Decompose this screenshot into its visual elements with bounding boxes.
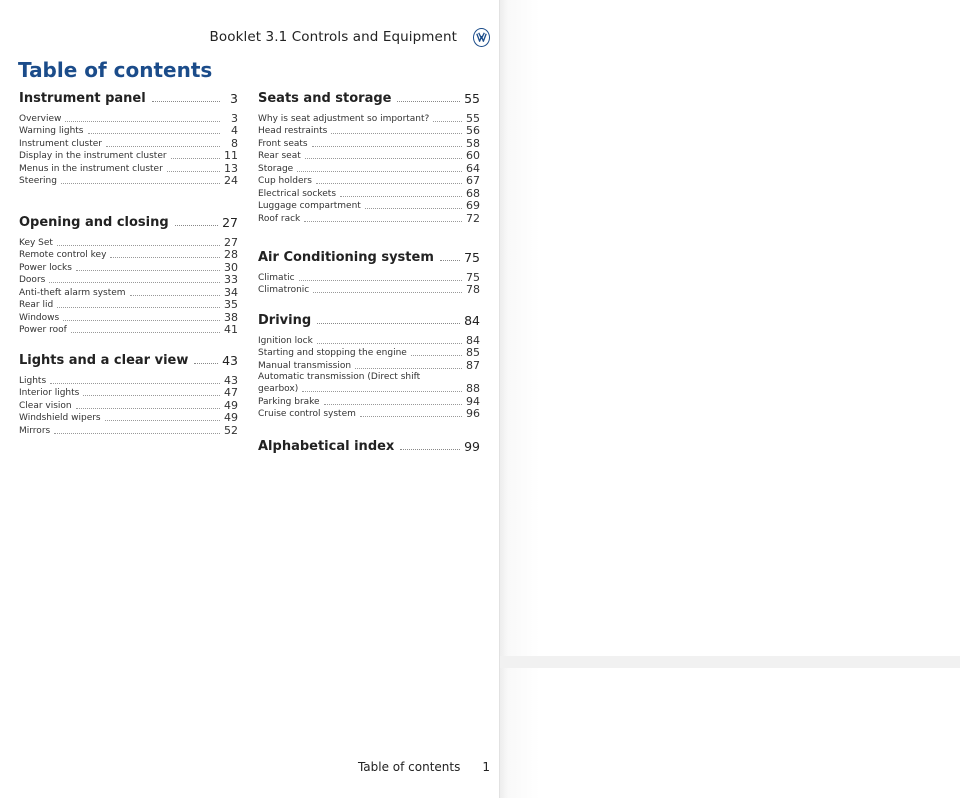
- entry-label: Warning lights: [19, 126, 84, 136]
- toc-entry[interactable]: [258, 136, 480, 149]
- toc-entry[interactable]: [19, 111, 238, 124]
- entry-page: 94: [466, 394, 480, 408]
- toc-section[interactable]: [258, 436, 480, 454]
- toc-entry[interactable]: [19, 411, 238, 424]
- booklet-header: [209, 27, 490, 47]
- section-page: 27: [222, 215, 238, 230]
- dot-leader: [299, 280, 462, 281]
- toc-entry[interactable]: [258, 111, 480, 124]
- dot-leader: [440, 260, 460, 261]
- entry-label: Remote control key: [19, 250, 107, 260]
- scan-strip: [500, 656, 960, 668]
- dot-leader: [65, 121, 220, 122]
- section-heading[interactable]: [19, 212, 238, 230]
- dot-leader: [305, 158, 462, 159]
- section-page: 84: [464, 313, 480, 328]
- entry-label: gearbox): [258, 384, 299, 394]
- toc-entry[interactable]: [258, 174, 480, 187]
- toc-entry-wrap[interactable]: [258, 371, 480, 382]
- entry-label: Interior lights: [19, 388, 80, 398]
- vw-logo-icon: [473, 28, 490, 47]
- toc-entry[interactable]: [258, 270, 480, 283]
- entry-label: Doors: [19, 275, 46, 285]
- dot-leader: [88, 133, 221, 134]
- toc-section[interactable]: [19, 88, 238, 186]
- dot-leader: [50, 383, 220, 384]
- section-entries: [19, 111, 238, 186]
- dot-leader: [302, 391, 462, 392]
- dot-leader: [297, 171, 462, 172]
- entry-page: 11: [224, 149, 238, 162]
- dot-leader: [355, 368, 462, 369]
- entry-label: Manual transmission: [258, 360, 352, 371]
- entry-page: 47: [224, 386, 238, 399]
- entry-page: 72: [466, 211, 480, 225]
- toc-entry[interactable]: [258, 161, 480, 174]
- dot-leader: [304, 221, 462, 222]
- dot-leader: [49, 282, 220, 283]
- entry-page: 35: [224, 298, 238, 311]
- dot-leader: [324, 404, 462, 405]
- dot-leader: [317, 343, 462, 344]
- entry-label: Luggage compartment: [258, 201, 361, 211]
- entry-page: 24: [224, 174, 238, 187]
- entry-page: 49: [224, 398, 238, 412]
- toc-section[interactable]: [258, 310, 480, 419]
- section-heading[interactable]: [258, 247, 480, 265]
- toc-entry[interactable]: [19, 285, 238, 298]
- entry-label: Climatic: [258, 272, 295, 283]
- booklet-title: Booklet 3.1 Controls and Equipment: [209, 29, 457, 45]
- entry-page: 4: [231, 124, 238, 137]
- toc-entry[interactable]: [19, 235, 238, 248]
- dot-leader: [194, 363, 218, 364]
- section-page: 43: [222, 353, 238, 368]
- entry-page: 67: [466, 174, 480, 187]
- page-number: 1: [482, 760, 490, 774]
- toc-entry[interactable]: [19, 149, 238, 162]
- toc-section[interactable]: [258, 88, 480, 224]
- page-footer: [357, 756, 490, 774]
- toc-entry[interactable]: [258, 394, 480, 407]
- entry-label: Windows: [19, 312, 60, 323]
- dot-leader: [57, 245, 220, 246]
- entry-label: Overview: [19, 113, 62, 124]
- toc-entry[interactable]: [19, 248, 238, 261]
- entry-label: Ignition lock: [258, 335, 313, 346]
- entry-page: 3: [231, 111, 238, 125]
- entry-label: Lights: [19, 375, 47, 386]
- toc-entry[interactable]: [258, 149, 480, 162]
- entry-label: Rear seat: [258, 151, 301, 161]
- toc-entry[interactable]: [19, 423, 238, 436]
- toc-entry[interactable]: [258, 124, 480, 137]
- dot-leader: [76, 270, 220, 271]
- entry-label: Display in the instrument cluster: [19, 151, 167, 161]
- toc-entry[interactable]: [19, 398, 238, 411]
- section-title: Alphabetical index: [258, 439, 395, 454]
- dot-leader: [433, 121, 462, 122]
- entry-page: 33: [224, 273, 238, 286]
- section-title: Driving: [258, 313, 312, 328]
- entry-page: 30: [224, 260, 238, 274]
- entry-page: 34: [224, 285, 238, 299]
- entry-label: Key Set: [19, 237, 53, 248]
- entry-label: Rear lid: [19, 300, 54, 310]
- section-heading[interactable]: [19, 88, 238, 106]
- toc-entry[interactable]: [19, 136, 238, 149]
- entry-label: Electrical sockets: [258, 188, 337, 199]
- entry-label: Mirrors: [19, 425, 51, 436]
- entry-page: 13: [224, 161, 238, 175]
- dot-leader: [105, 420, 220, 421]
- entry-label: Steering: [19, 176, 57, 186]
- section-heading[interactable]: [19, 350, 238, 368]
- dot-leader: [61, 183, 220, 184]
- entry-page: 56: [466, 124, 480, 137]
- toc-entry[interactable]: [258, 407, 480, 420]
- dot-leader: [83, 395, 220, 396]
- entry-page: 64: [466, 161, 480, 175]
- toc-section[interactable]: [258, 247, 480, 295]
- entry-page: 75: [466, 270, 480, 284]
- section-heading[interactable]: [258, 436, 480, 454]
- entry-page: 38: [224, 310, 238, 324]
- section-entries: [258, 270, 480, 295]
- dot-leader: [340, 196, 462, 197]
- dot-leader: [130, 295, 220, 296]
- entry-page: 41: [224, 323, 238, 336]
- entry-label: Instrument cluster: [19, 138, 102, 149]
- entry-page: 43: [224, 373, 238, 387]
- section-entries: [258, 111, 480, 224]
- toc-entry[interactable]: [258, 346, 480, 359]
- dot-leader: [316, 183, 462, 184]
- dot-leader: [360, 416, 462, 417]
- dot-leader: [54, 433, 220, 434]
- section-entries: [258, 333, 480, 419]
- entry-page: 96: [466, 407, 480, 420]
- entry-page: 27: [224, 235, 238, 249]
- entry-label: Head restraints: [258, 126, 328, 136]
- toc-entry[interactable]: [258, 211, 480, 224]
- section-title: Opening and closing: [19, 215, 169, 230]
- entry-page: 8: [231, 136, 238, 150]
- section-heading[interactable]: [258, 88, 480, 106]
- page-title: Table of contents: [18, 58, 213, 82]
- section-title: Instrument panel: [19, 91, 146, 106]
- toc-entry[interactable]: [19, 298, 238, 311]
- section-page: 99: [464, 439, 480, 454]
- dot-leader: [171, 158, 220, 159]
- entry-page: 88: [466, 382, 480, 395]
- entry-label: Menus in the instrument cluster: [19, 163, 163, 174]
- entry-label: Why is seat adjustment so important?: [258, 113, 430, 124]
- toc-entry[interactable]: [19, 124, 238, 137]
- dot-leader: [71, 332, 220, 333]
- dot-leader: [411, 355, 462, 356]
- dot-leader: [313, 292, 462, 293]
- section-entries: [19, 373, 238, 436]
- entry-page: 69: [466, 199, 480, 212]
- section-page: 75: [464, 250, 480, 265]
- section-title: Lights and a clear view: [19, 353, 189, 368]
- toc-entry[interactable]: [258, 186, 480, 199]
- toc-section[interactable]: [19, 212, 238, 335]
- toc-entry[interactable]: [258, 283, 480, 296]
- entry-label: Climatronic: [258, 285, 310, 295]
- entry-label: Front seats: [258, 138, 308, 149]
- dot-leader: [331, 133, 462, 134]
- entry-label: Storage: [258, 163, 294, 174]
- toc-entry[interactable]: [258, 333, 480, 346]
- dot-leader: [57, 307, 220, 308]
- entry-label: Anti-theft alarm system: [19, 287, 126, 298]
- toc-entry[interactable]: [19, 174, 238, 187]
- entry-page: 78: [466, 283, 480, 296]
- entry-page: 85: [466, 346, 480, 359]
- entry-label: Cruise control system: [258, 409, 356, 419]
- page-fold: [499, 0, 500, 798]
- entry-label: Windshield wipers: [19, 413, 101, 423]
- section-page: 55: [464, 91, 480, 106]
- section-title: Seats and storage: [258, 91, 392, 106]
- dot-leader: [400, 449, 460, 450]
- dot-leader: [152, 101, 220, 102]
- toc-entry[interactable]: [19, 310, 238, 323]
- section-heading[interactable]: [258, 310, 480, 328]
- entry-page: 58: [466, 136, 480, 150]
- entry-page: 87: [466, 358, 480, 372]
- toc-entry[interactable]: [258, 382, 480, 395]
- toc-entry[interactable]: [19, 273, 238, 286]
- entry-page: 68: [466, 186, 480, 200]
- entry-label: Roof rack: [258, 213, 301, 224]
- entry-label: Clear vision: [19, 400, 72, 411]
- entry-label: Parking brake: [258, 396, 320, 407]
- entry-page: 60: [466, 149, 480, 162]
- dot-leader: [175, 225, 218, 226]
- dot-leader: [76, 408, 220, 409]
- toc-section[interactable]: [19, 350, 238, 436]
- dot-leader: [167, 171, 220, 172]
- footer-label: Table of contents: [357, 760, 461, 774]
- dot-leader: [365, 208, 462, 209]
- entry-page: 52: [224, 423, 238, 437]
- entry-page: 84: [466, 333, 480, 347]
- dot-leader: [110, 257, 220, 258]
- section-title: Air Conditioning system: [258, 250, 434, 265]
- toc-entry[interactable]: [258, 358, 480, 371]
- toc-entry[interactable]: [19, 373, 238, 386]
- right-blank-page: [500, 0, 960, 798]
- toc-entry[interactable]: [19, 386, 238, 399]
- section-page: 3: [230, 91, 238, 106]
- entry-label: Power roof: [19, 325, 67, 335]
- entry-page: 28: [224, 248, 238, 261]
- entry-label: Automatic transmission (Direct shift: [258, 371, 421, 382]
- toc-entry[interactable]: [258, 199, 480, 212]
- toc-entry[interactable]: [19, 323, 238, 336]
- entry-page: 55: [466, 111, 480, 125]
- entry-label: Power locks: [19, 262, 72, 273]
- dot-leader: [317, 323, 460, 324]
- entry-label: Cup holders: [258, 176, 312, 186]
- entry-label: Starting and stopping the engine: [258, 348, 407, 358]
- entry-page: 49: [224, 411, 238, 424]
- section-entries: [19, 235, 238, 335]
- dot-leader: [63, 320, 220, 321]
- toc-entry[interactable]: [19, 161, 238, 174]
- dot-leader: [106, 146, 220, 147]
- dot-leader: [312, 146, 462, 147]
- dot-leader: [397, 101, 460, 102]
- toc-entry[interactable]: [19, 260, 238, 273]
